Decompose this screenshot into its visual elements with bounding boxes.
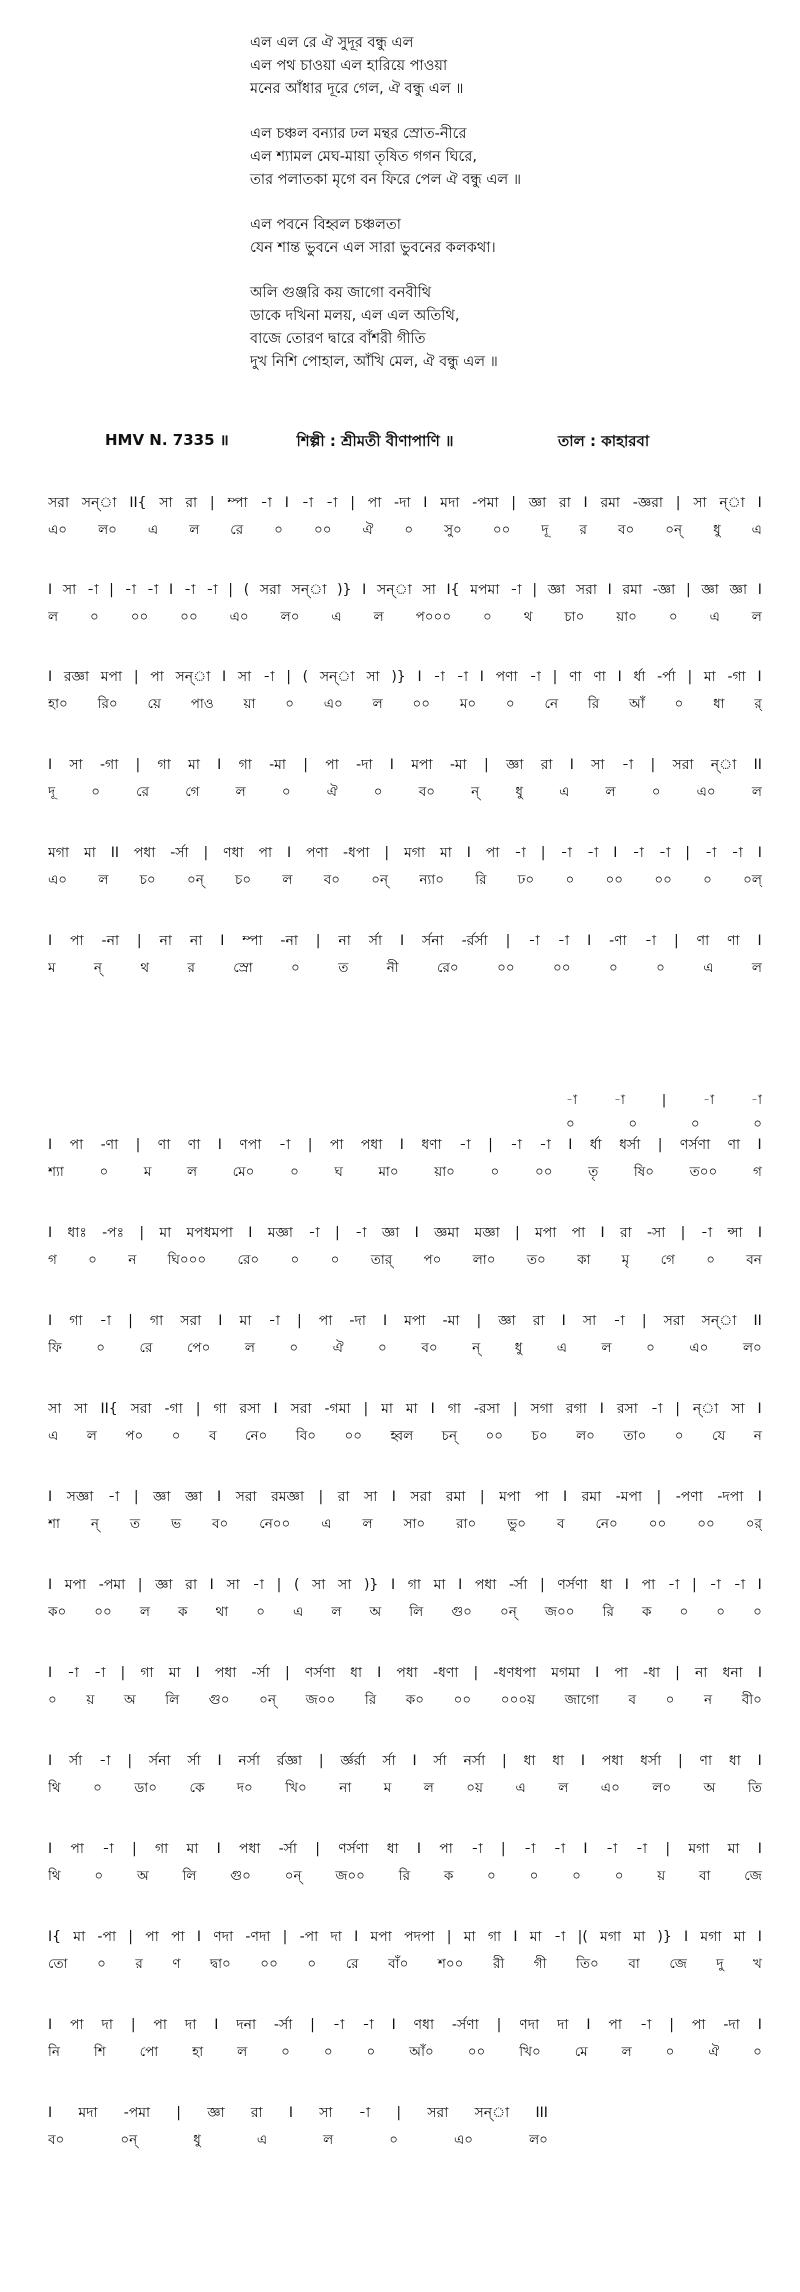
notation-block bbox=[48, 2098, 762, 2152]
syllable-row: ক০ ০০ ল ক থা ০ এ ল অ লি গু০ ০ন্ জ০০ রি ক ০ ০ ০ bbox=[48, 1604, 762, 1620]
swara-row: I মপা -পমা | জ্ঞা রা I সা -া | ( সা সা )} I গা মা I পধা -র্সা | ণর্সণা ধা I পা -া | -া -া I bbox=[48, 1577, 762, 1593]
syllable-row: ল ০ ০০ ০০ এ০ ল০ এ ল প০০০ ০ থ চা০ য়া০ ০ এ ল bbox=[48, 609, 762, 625]
lyric-line: এল এল রে ঐ সুদূর বন্ধু এল bbox=[250, 35, 414, 51]
tala-name: তাল : কাহারবা bbox=[558, 432, 650, 450]
notation-block bbox=[48, 488, 762, 542]
lyric-line: এল পথ চাওয়া এল হারিয়ে পাওয়া bbox=[250, 58, 448, 74]
notation-block bbox=[48, 1218, 762, 1272]
swara-row: I সা -গা | গা মা I গা -মা | পা -দা I মপা -মা | জ্ঞা রা I সা -া | সরা ন্া II bbox=[48, 757, 762, 773]
syllable-row: ব০ ০ন্ ধু এ ল ০ এ০ ল০ bbox=[48, 2132, 548, 2148]
swara-row: I পা -না | না না I ম্পা -না | না র্সা I র্সনা -র্রর্সা | -া -া I -ণা -া | ণা ণা I bbox=[48, 933, 762, 949]
syllable-row: নি শি পো হা ল ০ ০ ০ আঁ০ ০০ খি০ মে ল ০ ঐ ০ bbox=[48, 2044, 762, 2060]
lyrics-section bbox=[250, 32, 690, 396]
record-info-header bbox=[0, 430, 800, 454]
notation-continuation bbox=[566, 1088, 762, 1136]
lyric-line: অলি গুঞ্জরি কয় জাগো বনবীথি bbox=[250, 285, 432, 301]
extra-syllable-row: ০ ০ ০ ০ bbox=[566, 1116, 762, 1132]
swara-row: I মদা -পমা | জ্ঞা রা I সা -া | সরা সন্া III bbox=[48, 2105, 548, 2121]
lyric-line: এল পবনে বিহ্বল চঞ্চলতা bbox=[250, 217, 402, 233]
syllable-row: থি ০ অ লি গু০ ০ন্ জ০০ রি ক ০ ০ ০ ০ য় বা জে bbox=[48, 1868, 762, 1884]
swara-row: I সজ্ঞা -া | জ্ঞা জ্ঞা I সরা রমজ্ঞা | রা সা I সরা রমা | মপা পা I রমা -মপা | -পণা -দপা I bbox=[48, 1489, 762, 1505]
notation-block bbox=[48, 1306, 762, 1360]
artist-name: শিল্পী : শ্রীমতী বীণাপাণি ॥ bbox=[296, 432, 454, 450]
record-number: HMV N. 7335 ॥ bbox=[105, 431, 229, 449]
swara-row: মগা মা II পধা -র্সা | ণধা পা I পণা -ধপা | মগা মা I পা -া | -া -া I -া -া | -া -া I bbox=[48, 845, 762, 861]
lyric-line: বাজে তোরণ দ্বারে বাঁশরী গীতি bbox=[250, 331, 426, 347]
syllable-row: তো ০ র ণ দ্বা০ ০০ ০ রে বাঁ০ শ০০ রী গী তি০ বা জে দু খ bbox=[48, 1956, 762, 1972]
lyric-stanza bbox=[250, 214, 690, 260]
swara-row: I রজ্ঞা মপা | পা সন্া I সা -া | ( সন্া সা )} I -া -া I পণা -া | ণা ণা I র্ধা -র্পা | মা -গা I bbox=[48, 669, 762, 685]
swara-row: I পা দা | পা দা I দনা -র্সা | -া -া I ণধা -র্সণা | ণদা দা I পা -া | পা -দা I bbox=[48, 2017, 762, 2033]
notation-block bbox=[48, 1570, 762, 1624]
swara-row: সরা সন্া II{ সা রা | ম্পা -া I -া -া | পা -দা I মদা -পমা | জ্ঞা রা I রমা -জ্ঞরা | সা ন্া I bbox=[48, 495, 762, 511]
lyric-stanza bbox=[250, 282, 690, 374]
syllable-row: এ০ ল০ এ ল রে ০ ০০ ঐ ০ সু০ ০০ দূ র ব০ ০ন্ ধু এ bbox=[48, 522, 762, 538]
swara-row: I সা -া | -া -া I -া -া | ( সরা সন্া )} I সন্া সা I{ মপমা -া | জ্ঞা সরা I রমা -জ্ঞা | জ্ঞা জ্ঞা I bbox=[48, 582, 762, 598]
syllable-row: ফি ০ রে পে০ ল ০ ঐ ০ ব০ ন্ ধু এ ল ০ এ০ ল০ bbox=[48, 1340, 762, 1356]
syllable-row: এ ল প০ ০ ব নে০ বি০ ০০ হ্বল চন্ ০০ চ০ ল০ তা০ ০ যে ন bbox=[48, 1428, 762, 1444]
swara-row: I -া -া | গা মা I পধা -র্সা | ণর্সণা ধা I পধা -ধণা | -ধণধপা মগমা I পা -ধা | না ধনা I bbox=[48, 1665, 762, 1681]
swara-row: I গা -া | গা সরা I মা -া | পা -দা I মপা -মা | জ্ঞা রা I সা -া | সরা সন্া II bbox=[48, 1313, 762, 1329]
swara-row: I পা -া | গা মা I পধা -র্সা | ণর্সণা ধা I পা -া | -া -া I -া -া | মগা মা I bbox=[48, 1841, 762, 1857]
notation-block bbox=[48, 1482, 762, 1536]
notation-block bbox=[48, 662, 762, 716]
lyric-line: দুখ নিশি পোহাল, আঁখি মেল, ঐ বন্ধু এল ॥ bbox=[250, 354, 498, 370]
lyric-line: এল চঞ্চল বন্যার ঢল মন্থর স্রোত-নীরে bbox=[250, 126, 467, 142]
notation-block bbox=[48, 1394, 762, 1448]
notation-block bbox=[48, 926, 762, 980]
syllable-row: ০ য় অ লি গু০ ০ন্ জ০০ রি ক০ ০০ ০০০য় জাগো ব ০ ন বী০ bbox=[48, 1692, 762, 1708]
lyric-line: মনের আঁধার দূরে গেল, ঐ বন্ধু এল ॥ bbox=[250, 81, 464, 97]
extra-swara-row: -া -া | -া -া bbox=[566, 1092, 762, 1108]
lyric-line: যেন শান্ত ভুবনে এল সারা ভুবনের কলকথা। bbox=[250, 240, 496, 256]
swara-row: সা সা II{ সরা -গা | গা রসা I সরা -গমা | মা মা I গা -রসা | সগা রগা I রসা -া | ন্া সা I bbox=[48, 1401, 762, 1417]
syllable-row: শা ন্ ত ভ ব০ নে০০ এ ল সা০ রা০ ভু০ ব নে০ ০০ ০০ ০র্ bbox=[48, 1516, 762, 1532]
syllable-row: থি ০ ডা০ কে দ০ খি০ না ম ল ০য় এ ল এ০ ল০ অ তি bbox=[48, 1780, 762, 1796]
lyric-stanza bbox=[250, 32, 690, 101]
notation-block bbox=[48, 750, 762, 804]
notation-block bbox=[48, 838, 762, 892]
lyric-line: ডাকে দখিনা মলয়, এল এল অতিথি, bbox=[250, 308, 460, 324]
notation-block bbox=[48, 1658, 762, 1712]
swara-row: I পা -ণা | ণা ণা I ণপা -া | পা পধা I ধণা -া | -া -া I র্ধা ধর্সা | ণর্সণা ণা I bbox=[48, 1137, 762, 1153]
lyric-line: তার পলাতকা মৃগে বন ফিরে পেল ঐ বন্ধু এল ॥ bbox=[250, 172, 522, 188]
lyric-line: এল শ্যামল মেঘ-মায়া তৃষিত গগন ঘিরে, bbox=[250, 149, 477, 165]
notation-block bbox=[48, 1834, 762, 1888]
notation-block bbox=[48, 2010, 762, 2064]
notation-block bbox=[48, 575, 762, 629]
swara-row: I ধাঃ -পঃ | মা মপধমপা I মজ্ঞা -া | -া জ্ঞা I জ্ঞমা মজ্ঞা | মপা পা I রা -সা | -া ন্সা I bbox=[48, 1225, 762, 1241]
syllable-row: এ০ ল চ০ ০ন্ চ০ ল ব০ ০ন্ ন্যা০ রি ঢ০ ০ ০০ ০০ ০ ০ল্ bbox=[48, 872, 762, 888]
syllable-row: গ ০ ন ঘি০০০ রে০ ০ ০ তার্ প০ লা০ ত০ কা মৃ গে ০ বন bbox=[48, 1252, 762, 1268]
notation-block bbox=[48, 1922, 762, 1976]
swara-row: I র্সা -া | র্সনা র্সা I নর্সা র্রজ্ঞা | র্জ্ঞর্রা র্সা I র্সা নর্সা | ধা ধা I পধা ধর্সা | ণা ধা I bbox=[48, 1753, 762, 1769]
syllable-row: ম ন্ থ র স্রো ০ ত নী রে০ ০০ ০০ ০ ০ এ ল bbox=[48, 960, 762, 976]
lyric-stanza bbox=[250, 123, 690, 192]
syllable-row: শ্যা ০ ম ল মে০ ০ ঘ মা০ য়া০ ০ ০০ তৃ ষি০ ত০০ গ bbox=[48, 1164, 762, 1180]
syllable-row: দূ ০ রে গে ল ০ ঐ ০ ব০ ন্ ধু এ ল ০ এ০ ল bbox=[48, 784, 762, 800]
notation-block bbox=[48, 1130, 762, 1184]
syllable-row: হা০ রি০ য়ে পাও য়া ০ এ০ ল ০০ ম০ ০ নে রি আঁ ০ ধা র্ bbox=[48, 696, 762, 712]
notation-block bbox=[48, 1746, 762, 1800]
swara-row: I{ মা -পা | পা পা I ণদা -ণদা | -পা দা I মপা পদপা | মা গা I মা -া |( মগা মা )} I মগা মা I bbox=[48, 1929, 762, 1945]
